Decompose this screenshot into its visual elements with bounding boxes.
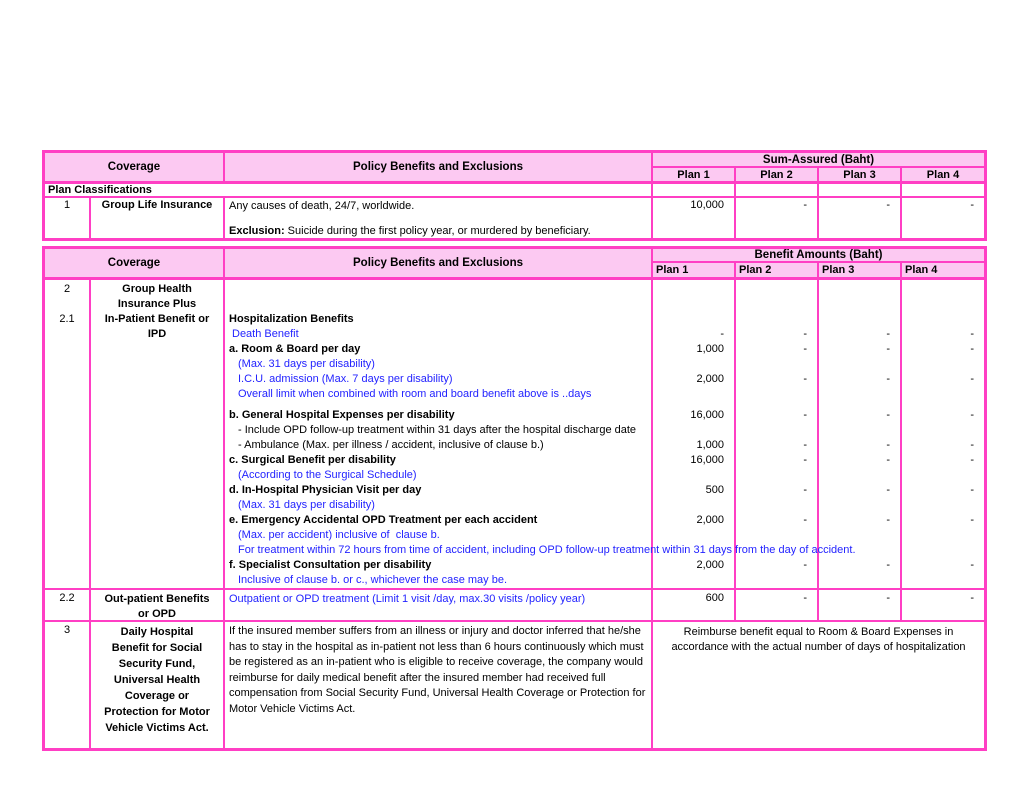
plan-classifications-label: Plan Classifications bbox=[45, 184, 653, 196]
table2-plan-labels bbox=[653, 263, 984, 277]
coverage-name-line: Out-patient Benefits bbox=[104, 593, 210, 605]
plan3-value: - bbox=[819, 198, 902, 238]
coverage-name-line: IPD bbox=[147, 328, 167, 340]
daily-hospital-coverage-name bbox=[91, 622, 225, 748]
plan-value: - bbox=[803, 454, 807, 466]
plan-classifications-row bbox=[45, 184, 984, 198]
plan-value bbox=[736, 528, 817, 543]
plan-value bbox=[902, 573, 984, 588]
plan-value: - bbox=[886, 409, 890, 421]
benefit-line: e. Emergency Accidental OPD Treatment per each accident bbox=[229, 514, 538, 526]
plan-value bbox=[736, 468, 817, 483]
daily-hospital-benefit-row bbox=[45, 622, 984, 748]
table2-plan3-label: Plan 3 bbox=[819, 263, 902, 277]
plan-value bbox=[736, 573, 817, 588]
plan4-value: - bbox=[970, 199, 974, 211]
reimburse-cell: Reimburse benefit equal to Room & Board Expenses in accordance with the actual number of days of hospitalization bbox=[671, 626, 966, 653]
ipd-plan-col-4 bbox=[902, 280, 984, 588]
empty-cell bbox=[902, 184, 984, 196]
plan-value: - bbox=[886, 559, 890, 571]
plan-value bbox=[819, 528, 900, 543]
benefit-amounts-title: Benefit Amounts (Baht) bbox=[653, 249, 984, 263]
plan-value: - bbox=[803, 439, 807, 451]
spacer bbox=[225, 214, 651, 224]
benefit-line: - Ambulance (Max. per illness / accident, inclusive of clause b.) bbox=[238, 439, 544, 451]
plan-value: - bbox=[886, 454, 890, 466]
plan3-value: - bbox=[819, 590, 902, 620]
plan-value: - bbox=[803, 484, 807, 496]
outpatient-description bbox=[225, 590, 653, 620]
group-life-row bbox=[45, 198, 984, 238]
plan-value bbox=[819, 498, 900, 513]
table2-plan2-label: Plan 2 bbox=[736, 263, 819, 277]
plan-value bbox=[653, 387, 734, 402]
plan-value bbox=[736, 423, 817, 438]
plan-value: 2,000 bbox=[696, 373, 724, 385]
plan-value: - bbox=[886, 343, 890, 355]
plan-value bbox=[902, 312, 984, 327]
table1-header-row bbox=[45, 153, 984, 184]
plan-value bbox=[653, 498, 734, 513]
coverage-name-line: In-Patient Benefit or bbox=[104, 313, 210, 325]
benefit-line: Hospitalization Benefits bbox=[229, 313, 354, 325]
benefit-line: Inclusive of clause b. or c., whichever the case may be. bbox=[238, 574, 508, 586]
coverage-name-line: Universal Health bbox=[113, 674, 201, 686]
exclusion-label: Exclusion: bbox=[229, 225, 285, 237]
table1-coverage-header: Coverage bbox=[45, 153, 225, 181]
benefit-line: a. Room & Board per day bbox=[229, 343, 361, 355]
plan-value: - bbox=[970, 484, 974, 496]
ipd-plan-col-2 bbox=[736, 280, 819, 588]
plan-value: 2,000 bbox=[696, 559, 724, 571]
plan-value bbox=[902, 357, 984, 372]
plan-value: - bbox=[970, 409, 974, 421]
table2-coverage-header: Coverage bbox=[45, 249, 225, 277]
plan2-value: - bbox=[736, 590, 819, 620]
group-life-description bbox=[225, 198, 653, 238]
description-line: Any causes of death, 24/7, worldwide. bbox=[229, 200, 415, 212]
description-line: Outpatient or OPD treatment (Limit 1 visit /day, max.30 visits /policy year) bbox=[229, 593, 586, 605]
benefit-line: (Max. 31 days per disability) bbox=[238, 358, 375, 370]
plan-value bbox=[653, 573, 734, 588]
empty-cell bbox=[736, 184, 819, 196]
coverage-name-line: Protection for Motor bbox=[104, 706, 210, 718]
sum-assured-title: Sum-Assured (Baht) bbox=[653, 153, 984, 168]
empty-cell bbox=[653, 184, 736, 196]
plan-value: - bbox=[970, 559, 974, 571]
coverage-name-line: Daily Hospital bbox=[120, 626, 194, 638]
coverage-name-line: Benefit for Social bbox=[111, 642, 203, 654]
row-number: 2.2 bbox=[45, 590, 91, 620]
coverage-name: Group Life Insurance bbox=[91, 198, 225, 238]
row-number-2: 2 bbox=[63, 283, 71, 295]
plan-value: - bbox=[886, 328, 890, 340]
table1-plan1-label: Plan 1 bbox=[653, 168, 736, 181]
plan-value bbox=[819, 573, 900, 588]
benefit-line: d. In-Hospital Physician Visit per day bbox=[229, 484, 422, 496]
plan-value: - bbox=[970, 514, 974, 526]
coverage-name-line: Coverage or bbox=[124, 690, 190, 702]
plan-value bbox=[819, 387, 900, 402]
plan-value bbox=[736, 357, 817, 372]
table1-plan2-label: Plan 2 bbox=[736, 168, 819, 181]
plan-value: - bbox=[970, 373, 974, 385]
row-number-2-1: 2.1 bbox=[59, 313, 75, 325]
coverage-name-line: Group Health bbox=[122, 283, 192, 295]
plan-value bbox=[902, 387, 984, 402]
ipd-plan-col-3 bbox=[819, 280, 902, 588]
plan-value: 1,000 bbox=[696, 343, 724, 355]
plan-value bbox=[819, 468, 900, 483]
plan-value bbox=[736, 498, 817, 513]
table1-policy-header: Policy Benefits and Exclusions bbox=[225, 153, 653, 181]
plan-value bbox=[653, 423, 734, 438]
plan-value: - bbox=[970, 343, 974, 355]
table1-plan4-label: Plan 4 bbox=[926, 168, 960, 181]
plan-value: 1,000 bbox=[696, 439, 724, 451]
coverage-name-line: Vehicle Victims Act. bbox=[105, 722, 209, 734]
coverage-name-line: Security Fund, bbox=[118, 658, 196, 670]
plan-value: - bbox=[803, 328, 807, 340]
table1-plan3-label: Plan 3 bbox=[819, 168, 902, 181]
sum-assured-table bbox=[42, 150, 987, 241]
benefit-amounts-table bbox=[42, 246, 987, 751]
plan1-value: 600 bbox=[653, 590, 736, 620]
daily-hospital-description: If the insured member suffers from an illness or injury and doctor inferred that he/she has to stay in the hospital as in-patient not less than 6 hours continuously which must be registered as an in-patient who is eligible to receive coverage, the company would reimburse for daily medical benefit after the insured member had received full compensation from Social Security Fund, Universal Health Coverage or Protection for Motor Vehicle Victims Act. bbox=[229, 625, 646, 715]
benefit-line: I.C.U. admission (Max. 7 days per disability) bbox=[238, 373, 453, 385]
coverage-name-line: or OPD bbox=[138, 608, 176, 620]
plan-value bbox=[819, 357, 900, 372]
plan-value: - bbox=[803, 409, 807, 421]
benefit-line: For treatment within 72 hours from time of accident, including OPD follow-up treatment within 31 days from the day of accident. bbox=[238, 544, 856, 556]
inpatient-benefit-row bbox=[45, 280, 984, 590]
plan-value bbox=[902, 423, 984, 438]
plan-value: - bbox=[886, 514, 890, 526]
plan-value bbox=[653, 528, 734, 543]
empty-cell bbox=[819, 184, 902, 196]
table1-plan-labels bbox=[653, 168, 984, 181]
table2-plans-header bbox=[653, 249, 984, 277]
plan-value: 16,000 bbox=[690, 454, 724, 466]
outpatient-coverage-name bbox=[91, 590, 225, 620]
ipd-plan-col-1 bbox=[653, 280, 736, 588]
table2-policy-header: Policy Benefits and Exclusions bbox=[225, 249, 653, 277]
benefit-line: f. Specialist Consultation per disability bbox=[229, 559, 432, 571]
plan-value bbox=[653, 312, 734, 327]
plan-value: 500 bbox=[705, 484, 724, 496]
plan-value bbox=[819, 312, 900, 327]
plan-value bbox=[736, 312, 817, 327]
plan-value: 16,000 bbox=[690, 409, 724, 421]
exclusion-text: Suicide during the first policy year, or murdered by beneficiary. bbox=[284, 225, 591, 237]
plan-value: - bbox=[886, 484, 890, 496]
outpatient-benefit-row bbox=[45, 590, 984, 622]
exclusion-line bbox=[225, 224, 651, 238]
table1-plans-header bbox=[653, 153, 984, 181]
plan-value: - bbox=[803, 559, 807, 571]
benefit-line: Overall limit when combined with room and board benefit above is ..days bbox=[238, 388, 592, 400]
inpatient-coverage-name bbox=[91, 280, 225, 588]
benefit-line: - Include OPD follow-up treatment within 31 days after the hospital discharge date bbox=[225, 423, 651, 438]
row-number: 1 bbox=[45, 198, 91, 238]
plan-value: - bbox=[803, 514, 807, 526]
benefit-line: (Max. 31 days per disability) bbox=[238, 499, 375, 511]
coverage-name-line: Insurance Plus bbox=[117, 298, 197, 310]
benefit-line: b. General Hospital Expenses per disability bbox=[229, 409, 455, 421]
plan-value: - bbox=[886, 439, 890, 451]
plan-value bbox=[902, 468, 984, 483]
plan4-value: - bbox=[970, 592, 974, 604]
plan-value: - bbox=[970, 454, 974, 466]
benefit-line: (According to the Surgical Schedule) bbox=[238, 469, 417, 481]
plan2-value: - bbox=[736, 198, 819, 238]
row-number: 3 bbox=[45, 622, 91, 748]
plan-value bbox=[819, 423, 900, 438]
plan-value bbox=[653, 357, 734, 372]
row-numbers bbox=[45, 280, 91, 588]
benefit-line: Death Benefit bbox=[232, 328, 299, 340]
plan1-value: 10,000 bbox=[653, 198, 736, 238]
table2-plan1-label: Plan 1 bbox=[653, 263, 736, 277]
plan-value bbox=[653, 468, 734, 483]
plan-value bbox=[902, 498, 984, 513]
benefit-line: c. Surgical Benefit per disability bbox=[229, 454, 396, 466]
plan-value: 2,000 bbox=[696, 514, 724, 526]
plan-value: - bbox=[970, 328, 974, 340]
plan-value: - bbox=[803, 373, 807, 385]
plan-value: - bbox=[803, 343, 807, 355]
plan-value: - bbox=[720, 328, 724, 340]
plan-value bbox=[902, 528, 984, 543]
benefit-line: (Max. per accident) inclusive of clause b. bbox=[238, 529, 440, 541]
table2-header-row bbox=[45, 249, 984, 280]
daily-hospital-description-cell bbox=[225, 622, 653, 748]
plan-value: - bbox=[970, 439, 974, 451]
table2-plan4-label: Plan 4 bbox=[905, 264, 938, 276]
plan-value bbox=[736, 387, 817, 402]
plan-value bbox=[902, 543, 984, 558]
plan-value: - bbox=[886, 373, 890, 385]
